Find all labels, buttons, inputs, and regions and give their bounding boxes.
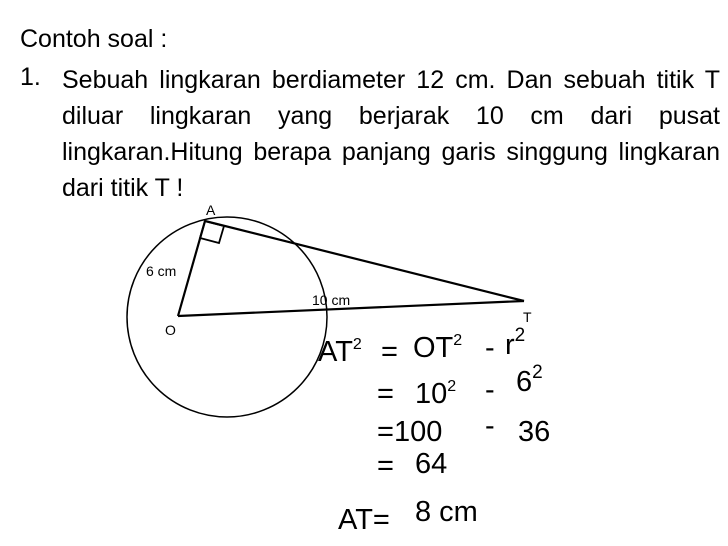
eq3-equals: = — [377, 416, 394, 448]
label-a: A — [206, 202, 216, 218]
label-t: T — [523, 309, 532, 325]
eq4-term-a: 64 — [415, 448, 448, 480]
circle — [127, 217, 327, 417]
label-radius: 6 cm — [146, 263, 177, 279]
eq3-term-a: 100 — [394, 416, 443, 448]
eq3-minus: - — [485, 410, 495, 442]
problem-text: Sebuah lingkaran berdiameter 12 cm. Dan sebuah titik T diluar lingkaran yang berjarak 10 cm dari pusat lingkaran.Hitung berapa panjang garis singgung lingkaran dari titik T ! — [62, 66, 720, 202]
eq1-equals: = — [381, 336, 398, 368]
eq5-lhs: AT= — [338, 504, 390, 536]
right-angle-mark — [200, 221, 224, 243]
eq4-equals: = — [377, 450, 394, 482]
eq1-minus: - — [485, 332, 495, 364]
eq3-term-b: 36 — [518, 416, 551, 448]
eq1-term-b: $r^2$ — [505, 325, 526, 361]
eq2-term-a: $10^2$ — [415, 378, 457, 410]
eq5-answer: 8 cm — [415, 496, 478, 528]
line-OT — [178, 301, 524, 316]
eq1-term-a: $OT^2$ — [413, 332, 463, 364]
eq2-equals: = — [377, 378, 394, 410]
eq2-term-b: $6^2$ — [516, 362, 543, 398]
label-o: O — [165, 322, 176, 338]
label-ot: 10 cm — [312, 292, 351, 308]
eq1-lhs: $AT^2$ — [318, 336, 362, 368]
tangent-AT — [205, 221, 524, 301]
eq2-minus: - — [485, 374, 495, 406]
heading: Contoh soal : — [20, 25, 168, 53]
problem-number: 1. — [20, 63, 41, 91]
